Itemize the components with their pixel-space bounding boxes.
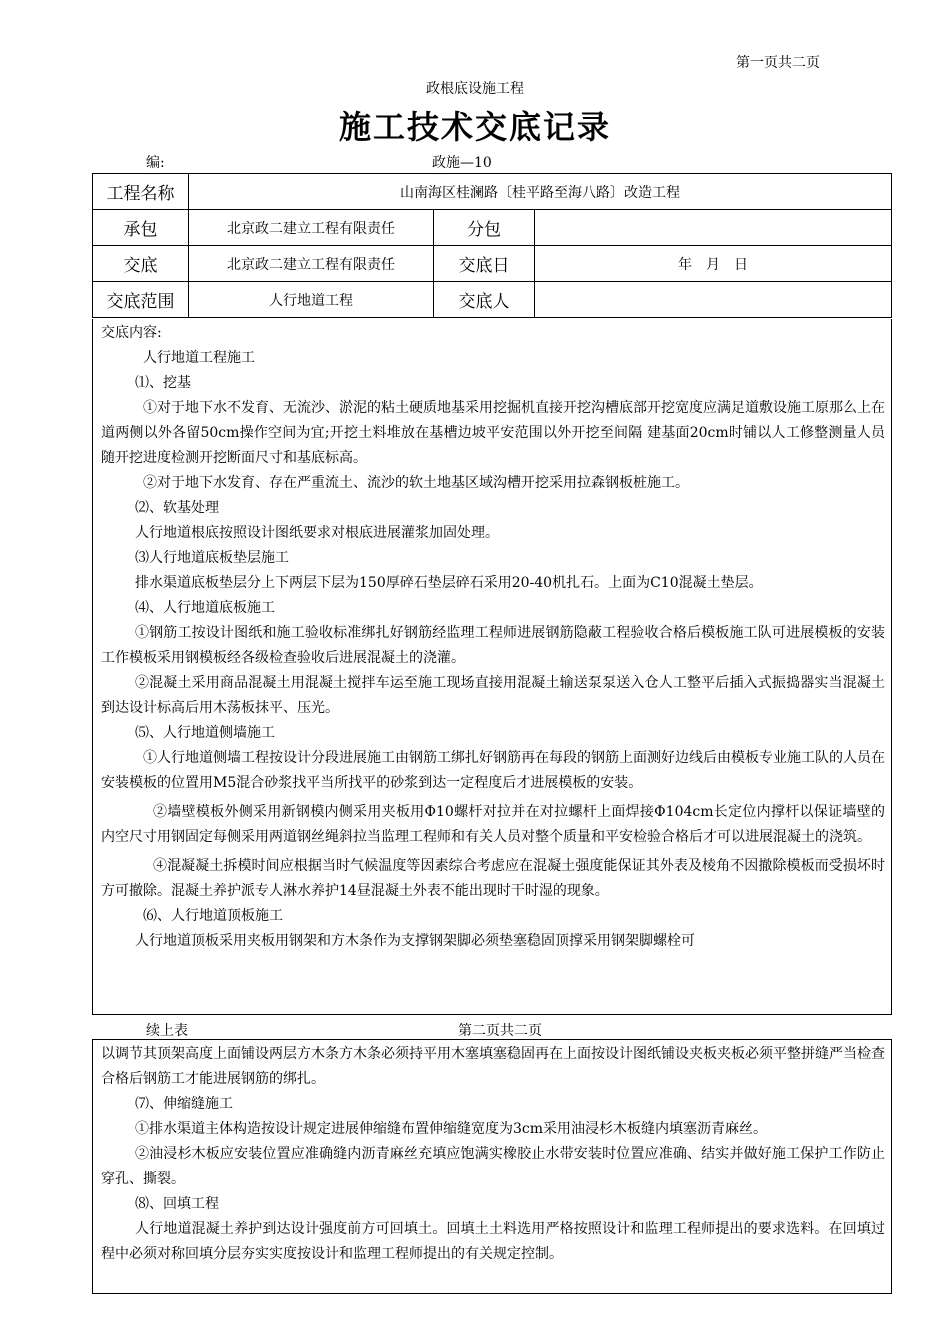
table-row	[93, 282, 892, 318]
paragraph: ②混凝土采用商品混凝土用混凝土搅拌车运至施工现场直接用混凝土输送泵泵送入仓人工整平后插入式振捣器实当混凝土到达设计标高后用木荡板抹平、压光。	[101, 675, 885, 716]
disclose-date-value: 年 月 日	[535, 246, 892, 282]
section-heading: ⑻、回填工程	[135, 1196, 219, 1212]
paragraph: 人行地道工程施工	[143, 350, 255, 366]
content-box-page2	[92, 1039, 892, 1294]
paragraph: ①钢筋工按设计图纸和施工验收标准绑扎好钢筋经监理工程师进展钢筋隐蔽工程验收合格后模板施工队可进展模板的安装工作模板采用钢模板经各级检查验收后进展混凝土的浇灌。	[101, 625, 885, 666]
continued-label: 续上表	[146, 1023, 188, 1039]
paragraph: 以调节其顶架高度上面铺设两层方木条方木条必须持平用木塞填塞稳固再在上面按设计图纸铺设夹板夹板必须平整拼缝严当检查合格后钢筋工才能进展钢筋的绑扎。	[101, 1046, 885, 1087]
paragraph: 人行地道混凝土养护到达设计强度前方可回填土。回填土土料选用严格按照设计和监理工程师提出的要求选料。在回填过程中必须对称回填分层夯实实度按设计和监理工程师提出的有关规定控制。	[101, 1221, 885, 1262]
table-row	[93, 210, 892, 246]
section-heading: ⑵、软基处理	[135, 500, 219, 516]
paragraph: ④混凝凝土拆模时间应根据当时气候温度等因素综合考虑应在混凝土强度能保证其外表及棱角不因撤除模板而受损坏时方可撤除。混凝土养护派专人淋水养护14昼混凝土外表不能出现时干时湿的现象。	[101, 858, 885, 899]
content-body	[101, 321, 885, 954]
scope-label: 交底范围	[93, 282, 189, 318]
subcontractor-label: 分包	[434, 210, 535, 246]
form-code: 政施—10	[432, 155, 492, 171]
content-box-page1	[92, 319, 892, 1015]
project-name-label: 工程名称	[93, 174, 189, 210]
page-number: 第一页共二页	[736, 55, 820, 71]
paragraph: ①人行地道侧墙工程按设计分段进展施工由钢筋工绑扎好钢筋再在每段的钢筋上面测好边线后由模板专业施工队的人员在安装模板的位置用M5混合砂浆找平当所找平的砂浆到达一定程度后才进展模板的安装。	[101, 750, 885, 791]
section-heading: ⑺、伸缩缝施工	[135, 1096, 233, 1112]
scope-value: 人行地道工程	[189, 282, 434, 318]
paragraph: 人行地道顶板采用夹板用钢架和方木条作为支撑钢架脚必须垫塞稳固顶撑采用钢架脚螺栓可	[135, 933, 695, 949]
section-heading: ⑶人行地道底板垫层施工	[135, 550, 289, 566]
section-heading: ⑸、人行地道侧墙施工	[135, 725, 275, 741]
disclose-label: 交底	[93, 246, 189, 282]
section-heading: ⑴、挖基	[135, 375, 191, 391]
paragraph: 人行地道根底按照设计图纸要求对根底进展灌浆加固处理。	[135, 525, 499, 541]
section-heading: ⑷、人行地道底板施工	[135, 600, 275, 616]
content-heading: 交底内容:	[101, 325, 162, 341]
section-heading: ⑹、人行地道顶板施工	[143, 908, 283, 924]
table-row	[93, 174, 892, 210]
disclose-value: 北京政二建立工程有限责任	[189, 246, 434, 282]
paragraph: ②墙壁模板外侧采用新钢模内侧采用夹板用Φ10螺杆对拉并在对拉螺杆上面焊接Φ104cm长定位内撑杆以保证墙壁的内空尺寸用钢固定每侧采用两道钢丝绳斜拉当监理工程师和有关人员对整个质量和平安检验合格后才可以进展混凝土的浇筑。	[101, 804, 885, 845]
info-table	[92, 173, 892, 318]
contractor-label: 承包	[93, 210, 189, 246]
disclose-date-label: 交底日	[434, 246, 535, 282]
subcontractor-value	[535, 210, 892, 246]
paragraph: 排水渠道底板垫层分上下两层下层为150厚碎石垫层碎石采用20-40机扎石。上面为C10混凝土垫层。	[135, 575, 763, 591]
paragraph: ②油浸杉木板应安装位置应准确缝内沥青麻丝充填应饱满实橡胶止水带安装时位置应准确、结实并做好施工保护工作防止穿孔、撕裂。	[101, 1146, 885, 1187]
content-body	[101, 1042, 885, 1267]
page-number-2: 第二页共二页	[458, 1023, 542, 1039]
paragraph: ①排水渠道主体构造按设计规定进展伸缩缝布置伸缩缝宽度为3cm采用油浸杉木板缝内填塞沥青麻丝。	[135, 1121, 768, 1137]
document-title: 施工技术交底记录	[338, 108, 611, 146]
discloser-label: 交底人	[434, 282, 535, 318]
project-name-value: 山南海区桂澜路〔桂平路至海八路〕改造工程	[189, 174, 892, 210]
document-pre-title: 政根底设施工程	[426, 81, 524, 97]
serial-label: 编:	[146, 155, 165, 171]
paragraph: ①对于地下水不发育、无流沙、淤泥的粘土硬质地基采用挖掘机直接开挖沟槽底部开挖宽度应满足道敷设施工原那么上在道两侧以外各留50cm操作空间为宜;开挖土料堆放在基槽边坡平安范围以外开挖至间隔 建基面20cm时铺以人工修整测量人员随开挖进度检测开挖断面尺寸和基底标高。	[101, 400, 885, 466]
paragraph: ②对于地下水发育、存在严重流土、流沙的软土地基区域沟槽开挖采用拉森钢板桩施工。	[143, 475, 689, 491]
discloser-value	[535, 282, 892, 318]
table-row	[93, 246, 892, 282]
contractor-value: 北京政二建立工程有限责任	[189, 210, 434, 246]
